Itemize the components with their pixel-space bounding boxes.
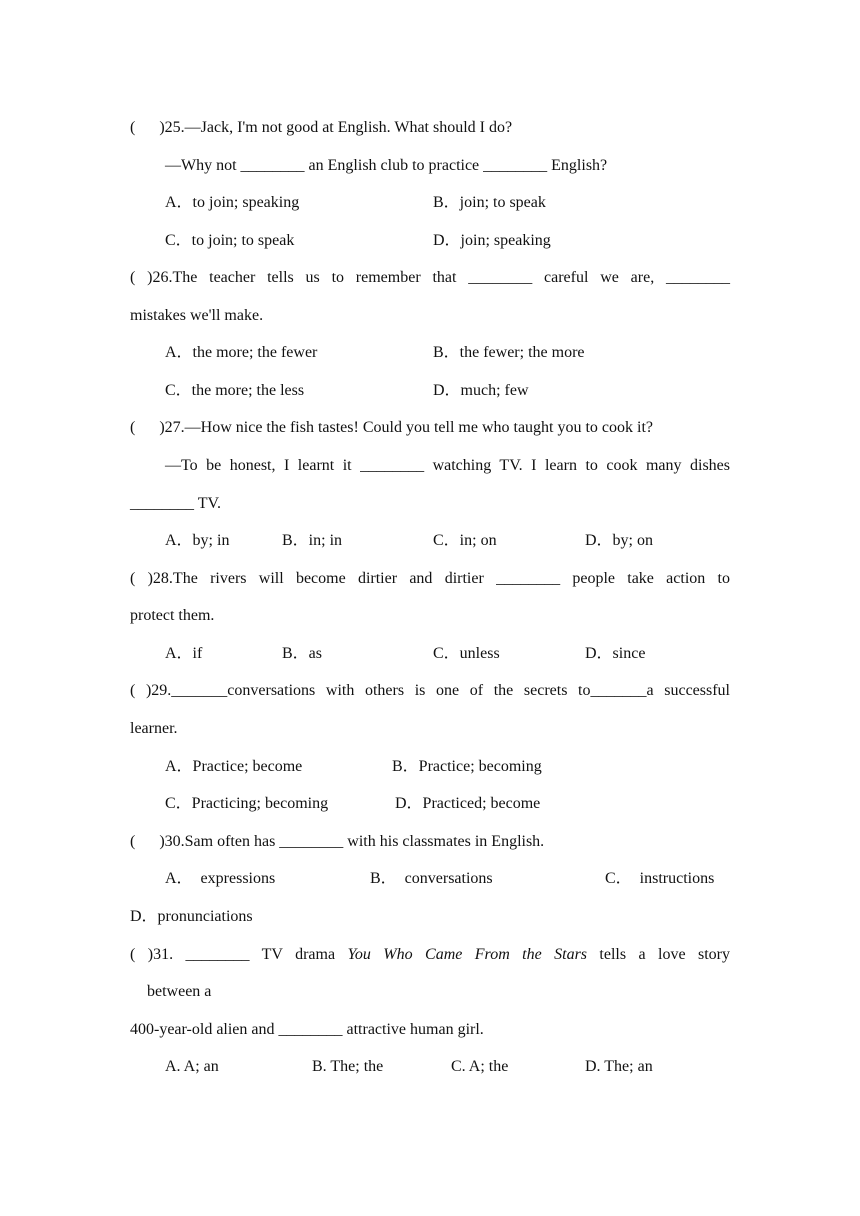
question-26-stem-cont: mistakes we'll make.	[130, 307, 264, 324]
question-25-reply: —Why not ________ an English club to practice ________ English?	[165, 157, 608, 174]
question-25-option-d: D．join; speaking	[433, 232, 551, 249]
question-31-drama-title: You Who Came From the Stars	[347, 946, 588, 963]
question-31-stem	[130, 945, 730, 965]
question-28-option-d: D．since	[585, 645, 646, 662]
question-29-option-c: C．Practicing; becoming	[165, 795, 329, 812]
question-27-option-d: D．by; on	[585, 532, 654, 549]
question-27-stem: ( )27.—How nice the fish tastes! Could you tell me who taught you to cook it?	[130, 419, 654, 436]
question-31-stem-end: tells a love story	[587, 946, 730, 963]
question-31-option-a: A. A; an	[165, 1058, 219, 1075]
question-30-stem: ( )30.Sam often has ________ with his classmates in English.	[130, 833, 545, 850]
question-31-stem-cont: between a	[147, 983, 212, 1000]
question-28-stem-cont: protect them.	[130, 607, 215, 624]
question-30-option-c: C． instructions	[605, 870, 715, 887]
question-25-option-b: B．join; to speak	[433, 194, 546, 211]
question-28-option-c: C．unless	[433, 645, 500, 662]
question-29-option-a: A．Practice; become	[165, 758, 303, 775]
question-29-stem: ( )29._______conversations with others is one of the secrets to_______a successful	[130, 682, 730, 699]
question-25-option-c: C．to join; to speak	[165, 232, 295, 249]
question-27-option-b: B．in; in	[282, 532, 343, 549]
question-27-reply: —To be honest, I learnt it ________ watching TV. I learn to cook many dishes	[165, 457, 730, 474]
question-29-stem-cont: learner.	[130, 720, 178, 737]
question-30-option-d: D．pronunciations	[130, 908, 253, 925]
question-31-option-c: C. A; the	[451, 1058, 509, 1075]
question-26-stem: ( )26.The teacher tells us to remember that ________ careful we are, ________	[130, 269, 730, 286]
question-26-option-d: D．much; few	[433, 382, 529, 399]
question-27-option-a: A．by; in	[165, 532, 230, 549]
question-26-option-c: C．the more; the less	[165, 382, 305, 399]
question-31-stem-start: ( )31. ________ TV drama	[130, 946, 348, 963]
question-28-option-a: A．if	[165, 645, 203, 662]
question-30-option-a: A． expressions	[165, 870, 276, 887]
question-28-stem: ( )28.The rivers will become dirtier and dirtier ________ people take action to	[130, 570, 730, 587]
question-26-option-b: B．the fewer; the more	[433, 344, 585, 361]
question-27-reply-cont: ________ TV.	[130, 495, 221, 512]
question-31-option-b: B. The; the	[312, 1058, 384, 1075]
question-29-option-d: D．Practiced; become	[395, 795, 541, 812]
question-25-stem: ( )25.—Jack, I'm not good at English. What should I do?	[130, 119, 513, 136]
question-30-option-b: B． conversations	[370, 870, 493, 887]
question-31-option-d: D. The; an	[585, 1058, 653, 1075]
question-31-stem-cont-2: 400-year-old alien and ________ attractive human girl.	[130, 1021, 484, 1038]
question-27-option-c: C．in; on	[433, 532, 497, 549]
question-28-option-b: B．as	[282, 645, 323, 662]
question-29-option-b: B．Practice; becoming	[392, 758, 542, 775]
question-25-option-a: A．to join; speaking	[165, 194, 300, 211]
question-26-option-a: A．the more; the fewer	[165, 344, 318, 361]
